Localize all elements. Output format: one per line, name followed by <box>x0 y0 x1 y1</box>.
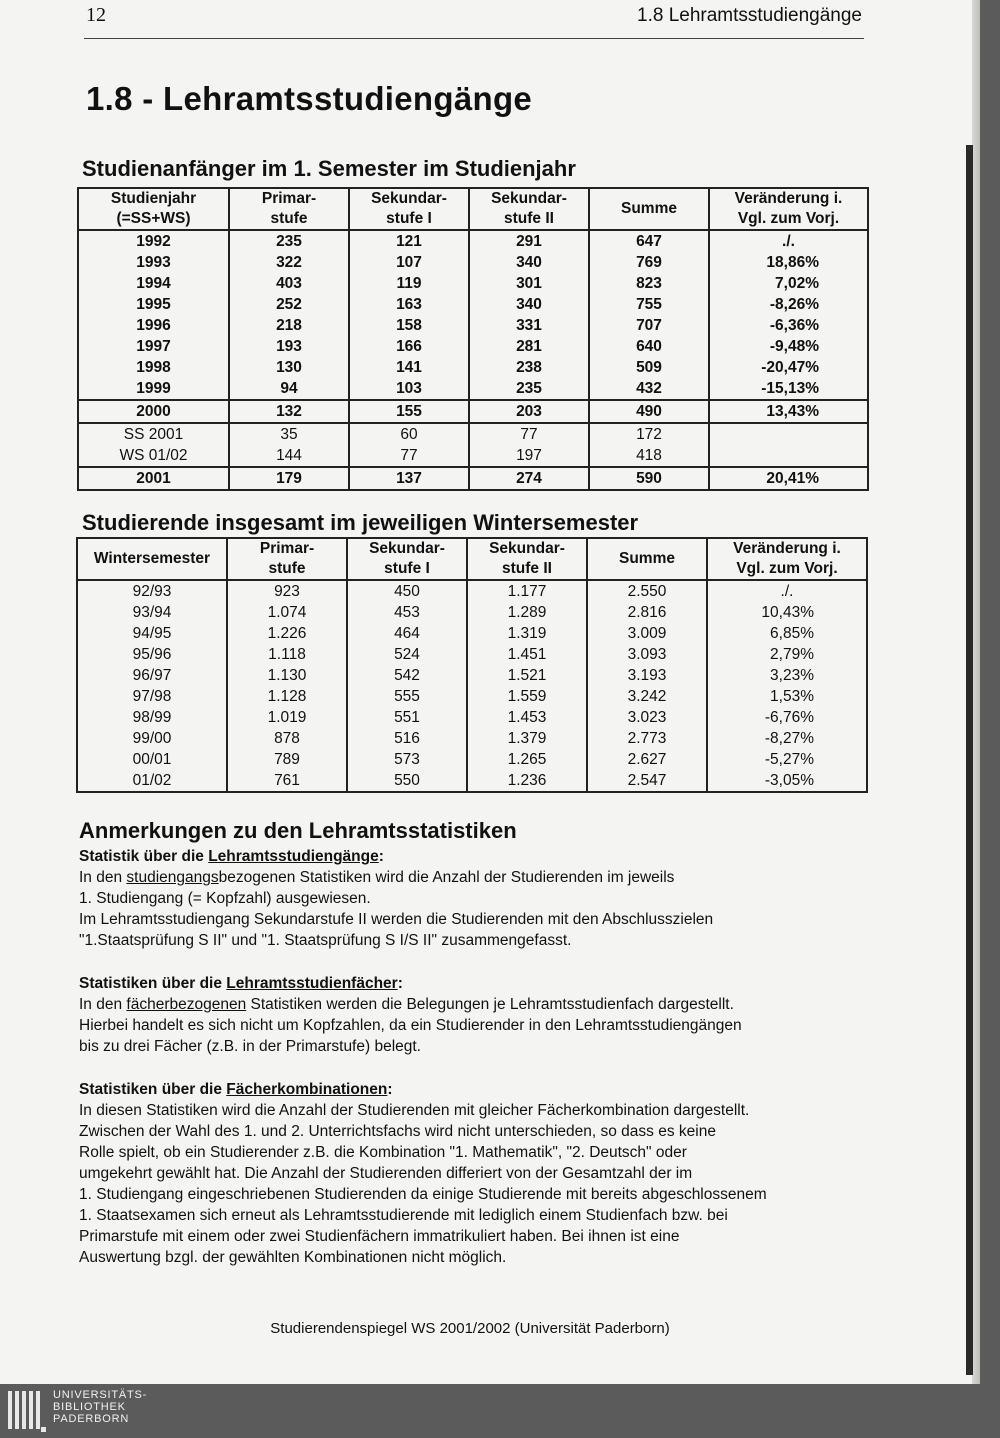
table-total-students <box>76 537 868 793</box>
note-heading-text: Statistiken über die <box>79 1081 227 1098</box>
table-row <box>78 445 868 467</box>
column-header <box>229 188 349 230</box>
note-line: Im Lehramtsstudiengang Sekundarstufe II werden die Studierenden mit den Abschlusszielen <box>79 911 714 928</box>
table-row <box>78 400 868 423</box>
note-heading-colon: : <box>378 848 384 865</box>
main-title: 1.8 - Lehramtsstudiengänge <box>86 80 533 117</box>
table-cell: 1992 <box>78 230 229 252</box>
table-cell: 193 <box>229 336 349 357</box>
table-cell <box>709 445 868 467</box>
table-cell: 1.118 <box>227 644 347 665</box>
table-cell: 490 <box>589 400 709 423</box>
table-cell: 418 <box>589 445 709 467</box>
table-cell: 590 <box>589 467 709 490</box>
note-heading-text: Statistik über die <box>79 848 209 865</box>
table-cell: -6,76% <box>707 707 867 728</box>
table-cell: 524 <box>347 644 467 665</box>
table-cell: 3.009 <box>587 623 707 644</box>
table-header-row <box>78 188 868 230</box>
note-line: "1.Staatsprüfung S II" und "1. Staatsprüfung S I/S II" zusammengefasst. <box>79 932 572 949</box>
table-cell: 203 <box>469 400 589 423</box>
column-header-line: stufe <box>268 560 306 577</box>
table-row <box>78 357 868 378</box>
table-cell: 163 <box>349 294 469 315</box>
table-cell: 1,53% <box>707 686 867 707</box>
note-heading-text: Statistiken über die <box>79 975 227 992</box>
table-cell: 542 <box>347 665 467 686</box>
table-cell: 1.226 <box>227 623 347 644</box>
table-row <box>77 580 867 602</box>
table-cell: ./. <box>707 580 867 602</box>
column-header-line: Sekundar- <box>371 190 447 207</box>
note-term: fächerbezogenen <box>126 996 247 1013</box>
page-edge <box>972 0 980 1384</box>
table-cell: 3.193 <box>587 665 707 686</box>
column-header-line: Vgl. zum Vorj. <box>737 210 840 227</box>
table-cell: 2.816 <box>587 602 707 623</box>
column-header-line: Sekundar- <box>491 190 567 207</box>
table-cell: 281 <box>469 336 589 357</box>
table-cell: 769 <box>589 252 709 273</box>
note-heading <box>79 973 859 994</box>
table-cell: 464 <box>347 623 467 644</box>
note-line <box>79 867 859 888</box>
page-edge-shadow <box>966 145 973 1375</box>
column-header <box>349 188 469 230</box>
table-row <box>77 665 867 686</box>
column-header <box>587 538 707 580</box>
table-cell: 121 <box>349 230 469 252</box>
table-cell: 1.130 <box>227 665 347 686</box>
table-row <box>77 623 867 644</box>
table-cell: WS 01/02 <box>78 445 229 467</box>
column-header-line: stufe II <box>504 210 554 227</box>
logo-line-2: BIBLIOTHEK <box>53 1401 126 1413</box>
column-header <box>77 538 227 580</box>
note-line: 1. Studiengang (= Kopfzahl) ausgewiesen. <box>79 890 371 907</box>
table-cell: 291 <box>469 230 589 252</box>
note-text: In den <box>79 869 127 886</box>
column-header-line: stufe II <box>502 560 552 577</box>
note-heading-term: Lehramtsstudiengänge <box>208 848 379 865</box>
table-cell: 77 <box>469 423 589 445</box>
table-cell: 00/01 <box>77 749 227 770</box>
table-cell: 93/94 <box>77 602 227 623</box>
table-row <box>78 315 868 336</box>
table-cell: 555 <box>347 686 467 707</box>
table-cell: 98/99 <box>77 707 227 728</box>
table-cell: 1995 <box>78 294 229 315</box>
table-cell: 13,43% <box>709 400 868 423</box>
table-cell: 789 <box>227 749 347 770</box>
table-cell: 453 <box>347 602 467 623</box>
table-cell: 509 <box>589 357 709 378</box>
note-block <box>79 846 859 951</box>
column-header-line: Primar- <box>259 540 315 557</box>
table-cell: 2.773 <box>587 728 707 749</box>
table-cell: 878 <box>227 728 347 749</box>
table-cell: 516 <box>347 728 467 749</box>
table-cell: 155 <box>349 400 469 423</box>
table-cell: 1.019 <box>227 707 347 728</box>
table-cell: 1.451 <box>467 644 587 665</box>
table-cell: 274 <box>469 467 589 490</box>
header-rule <box>84 38 864 39</box>
table-cell: 2.547 <box>587 770 707 792</box>
table-row <box>77 602 867 623</box>
table-cell: 97/98 <box>77 686 227 707</box>
note-line <box>79 994 859 1015</box>
table-row <box>77 749 867 770</box>
column-header-line: stufe I <box>386 210 432 227</box>
column-header-line: Studienjahr <box>110 190 197 207</box>
table-row <box>78 423 868 445</box>
table-cell: 95/96 <box>77 644 227 665</box>
note-line <box>79 1100 859 1121</box>
table-cell: 252 <box>229 294 349 315</box>
table-row <box>78 378 868 400</box>
table-cell: 119 <box>349 273 469 294</box>
table-cell: 107 <box>349 252 469 273</box>
table-cell: 550 <box>347 770 467 792</box>
table-cell: 94 <box>229 378 349 400</box>
notes-section <box>79 818 859 1268</box>
table-cell: 35 <box>229 423 349 445</box>
column-header <box>227 538 347 580</box>
note-heading <box>79 1079 859 1100</box>
column-header-line: Summe <box>619 550 675 567</box>
note-line: 1. Studiengang eingeschriebenen Studierenden da einige Studierende mit bereits abgeschlossenem <box>79 1186 767 1203</box>
table-cell: 2001 <box>78 467 229 490</box>
column-header-line: stufe <box>270 210 308 227</box>
table-cell: 132 <box>229 400 349 423</box>
table-cell: -6,36% <box>709 315 868 336</box>
table-cell: 218 <box>229 315 349 336</box>
note-text: In diesen Statistiken wird die Anzahl der Studierenden mit gleicher Fächerkombination dargestellt. <box>79 1102 750 1119</box>
note-line: 1. Staatsexamen sich erneut als Lehramtsstudierende mit lediglich einem Studienfach bzw. bei <box>79 1207 728 1224</box>
table-cell: 158 <box>349 315 469 336</box>
library-logo <box>6 1389 206 1435</box>
note-block <box>79 1079 859 1268</box>
table-cell: 99/00 <box>77 728 227 749</box>
table-cell: 1993 <box>78 252 229 273</box>
table-row <box>78 294 868 315</box>
table-cell: 322 <box>229 252 349 273</box>
note-heading-colon: : <box>387 1081 393 1098</box>
column-header-line: Sekundar- <box>489 540 565 557</box>
table-cell: 2000 <box>78 400 229 423</box>
table-cell: 20,41% <box>709 467 868 490</box>
column-header-line: Wintersemester <box>93 550 211 567</box>
logo-line-1: UNIVERSITÄTS- <box>53 1389 148 1401</box>
table-cell: 403 <box>229 273 349 294</box>
table-first-semester <box>77 187 869 491</box>
table-cell: 1.177 <box>467 580 587 602</box>
table-cell: 1.559 <box>467 686 587 707</box>
table-cell: 1998 <box>78 357 229 378</box>
note-text: In den <box>79 996 127 1013</box>
table-cell: 823 <box>589 273 709 294</box>
table-cell: 60 <box>349 423 469 445</box>
table-cell: 1.521 <box>467 665 587 686</box>
table-cell: 432 <box>589 378 709 400</box>
table-cell: 235 <box>469 378 589 400</box>
column-header-line: Primar- <box>261 190 317 207</box>
table-cell: 130 <box>229 357 349 378</box>
table-cell: 340 <box>469 252 589 273</box>
table-cell: 1.074 <box>227 602 347 623</box>
note-line: Zwischen der Wahl des 1. und 2. Unterrichtsfachs wird nicht unterschieden, so dass es keine <box>79 1123 716 1140</box>
column-header-line: (=SS+WS) <box>116 210 191 227</box>
table-row <box>78 273 868 294</box>
column-header <box>707 538 867 580</box>
column-header-line: Summe <box>621 200 677 217</box>
table-row <box>77 728 867 749</box>
table-cell: -3,05% <box>707 770 867 792</box>
table-cell: 3,23% <box>707 665 867 686</box>
note-line: bis zu drei Fächer (z.B. in der Primarstufe) belegt. <box>79 1038 421 1055</box>
table-cell: 2.627 <box>587 749 707 770</box>
table-cell: 166 <box>349 336 469 357</box>
table-row <box>78 336 868 357</box>
note-line: Auswertung bzgl. der gewählten Kombinationen nicht möglich. <box>79 1249 507 1266</box>
table-cell: 10,43% <box>707 602 867 623</box>
table-cell: 1997 <box>78 336 229 357</box>
table-cell: 1996 <box>78 315 229 336</box>
table-cell <box>709 423 868 445</box>
table-cell: 197 <box>469 445 589 467</box>
logo-line-3: PADERBORN <box>53 1413 130 1425</box>
table-cell: 1.453 <box>467 707 587 728</box>
table-cell: 238 <box>469 357 589 378</box>
note-heading-colon: : <box>397 975 403 992</box>
note-heading-term: Fächerkombinationen <box>226 1081 388 1098</box>
table-cell: 923 <box>227 580 347 602</box>
table-cell: -15,13% <box>709 378 868 400</box>
note-line: Hierbei handelt es sich nicht um Kopfzahlen, da ein Studierender in den Lehramtsstudiengängen <box>79 1017 742 1034</box>
table-cell: 94/95 <box>77 623 227 644</box>
table-row <box>78 252 868 273</box>
table-cell: 647 <box>589 230 709 252</box>
table-cell: 551 <box>347 707 467 728</box>
notes-title: Anmerkungen zu den Lehramtsstatistiken <box>79 818 517 843</box>
table-cell: 7,02% <box>709 273 868 294</box>
column-header <box>347 538 467 580</box>
table-cell: 141 <box>349 357 469 378</box>
table-cell: 1994 <box>78 273 229 294</box>
table-cell: 179 <box>229 467 349 490</box>
table-cell: 144 <box>229 445 349 467</box>
table-cell: 340 <box>469 294 589 315</box>
table-cell: 1999 <box>78 378 229 400</box>
table-cell: 2,79% <box>707 644 867 665</box>
table-cell: 18,86% <box>709 252 868 273</box>
table-cell: SS 2001 <box>78 423 229 445</box>
running-title: 1.8 Lehramtsstudiengänge <box>637 5 862 26</box>
note-heading-term: Lehramtsstudienfächer <box>226 975 398 992</box>
table-cell: 755 <box>589 294 709 315</box>
table-cell: 1.379 <box>467 728 587 749</box>
table-cell: -8,26% <box>709 294 868 315</box>
column-header <box>589 188 709 230</box>
page-number: 12 <box>86 4 106 26</box>
column-header-line: stufe I <box>384 560 430 577</box>
column-header <box>467 538 587 580</box>
column-header <box>709 188 868 230</box>
note-block <box>79 973 859 1057</box>
table-cell: -20,47% <box>709 357 868 378</box>
table1-title: Studienanfänger im 1. Semester im Studienjahr <box>82 156 576 181</box>
table-cell: 331 <box>469 315 589 336</box>
table-cell: 1.265 <box>467 749 587 770</box>
column-header-line: Veränderung i. <box>734 190 843 207</box>
column-header-line: Sekundar- <box>369 540 445 557</box>
table-cell: 137 <box>349 467 469 490</box>
table-cell: -8,27% <box>707 728 867 749</box>
table-cell: 77 <box>349 445 469 467</box>
table-cell: 01/02 <box>77 770 227 792</box>
table-cell: 6,85% <box>707 623 867 644</box>
column-header-line: Vgl. zum Vorj. <box>736 560 838 577</box>
table-cell: 1.128 <box>227 686 347 707</box>
note-text: Statistiken werden die Belegungen je Lehramtsstudienfach dargestellt. <box>246 996 734 1013</box>
table-cell: 172 <box>589 423 709 445</box>
table-cell: 707 <box>589 315 709 336</box>
table-cell: 235 <box>229 230 349 252</box>
table-row <box>77 644 867 665</box>
table-cell: 92/93 <box>77 580 227 602</box>
table-row <box>78 230 868 252</box>
note-text: bezogenen Statistiken wird die Anzahl der Studierenden im jeweils <box>218 869 675 886</box>
table-row <box>77 686 867 707</box>
table-cell: 3.023 <box>587 707 707 728</box>
table-cell: 103 <box>349 378 469 400</box>
table2-title: Studierende insgesamt im jeweiligen Wintersemester <box>82 510 639 535</box>
note-heading <box>79 846 859 867</box>
table-row <box>77 707 867 728</box>
table-cell: 761 <box>227 770 347 792</box>
table-cell: 1.289 <box>467 602 587 623</box>
column-header <box>469 188 589 230</box>
table-cell: 450 <box>347 580 467 602</box>
column-header-line: Veränderung i. <box>733 540 841 557</box>
table-cell: 96/97 <box>77 665 227 686</box>
page-footer: Studierendenspiegel WS 2001/2002 (Universität Paderborn) <box>270 1320 670 1337</box>
table-cell: 3.093 <box>587 644 707 665</box>
table-row <box>77 770 867 792</box>
table-cell: 1.319 <box>467 623 587 644</box>
note-line: Primarstufe mit einem oder zwei Studienfächern immatrikuliert haben. Bei ihnen ist eine <box>79 1228 680 1245</box>
table-cell: 301 <box>469 273 589 294</box>
table-cell: -5,27% <box>707 749 867 770</box>
table-header-row <box>77 538 867 580</box>
note-line: umgekehrt gewählt hat. Die Anzahl der Studierenden differiert von der Gesamtzahl der im <box>79 1165 693 1182</box>
table-cell: 1.236 <box>467 770 587 792</box>
note-term: studiengangs <box>126 869 219 886</box>
table-cell: 640 <box>589 336 709 357</box>
table-cell: 2.550 <box>587 580 707 602</box>
table-cell: 573 <box>347 749 467 770</box>
table-cell: ./. <box>709 230 868 252</box>
note-line: Rolle spielt, ob ein Studierender z.B. die Kombination "1. Mathematik", "2. Deutsch" oder <box>79 1144 687 1161</box>
table-cell: -9,48% <box>709 336 868 357</box>
table-row <box>78 467 868 490</box>
notes-body <box>79 846 859 1268</box>
column-header <box>78 188 229 230</box>
table-cell: 3.242 <box>587 686 707 707</box>
